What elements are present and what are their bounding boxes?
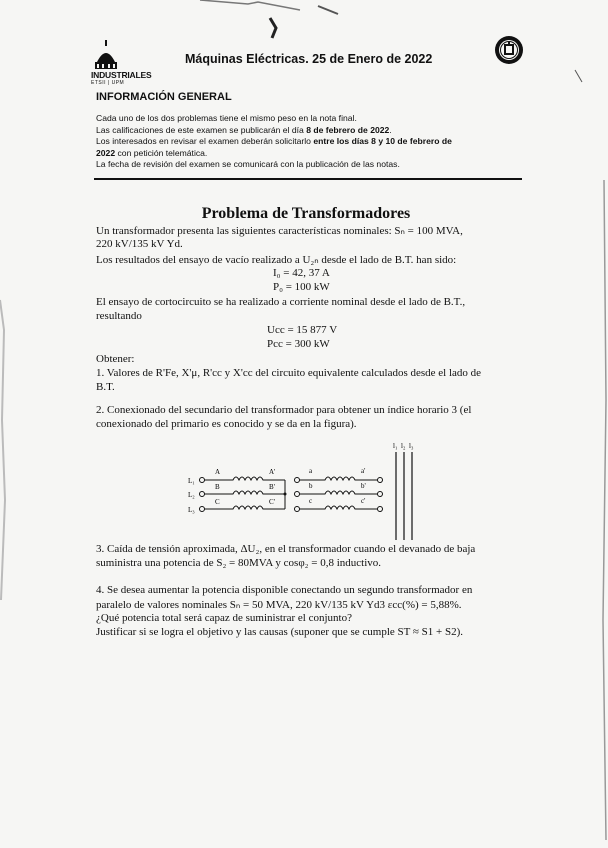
obtain-label: Obtener: xyxy=(96,353,135,365)
question-3-line-2: suministra una potencia de S₂ = 80MVA y cosφ₂ = 0,8 inductivo. xyxy=(96,557,382,569)
winding-A-label: A xyxy=(215,468,221,476)
dome-icon xyxy=(95,40,117,70)
question-2-line-2: conexionado del primario es conocido y se da en la figura). xyxy=(96,418,357,430)
info-line-5: La fecha de revisión del examen se comunicará con la publicación de las notas. xyxy=(96,159,400,170)
no-load-current: I₀ = 42, 37 A xyxy=(273,267,330,279)
question-3-line-1: 3. Caída de tensión aproximada, ΔU₂, en el transformador cuando el devanado de baja xyxy=(96,543,476,555)
info-line-1: Cada uno de los dos problemas tiene el mismo peso en la nota final. xyxy=(96,113,357,123)
info-block xyxy=(96,113,526,171)
winding-B-prime-label: B' xyxy=(269,483,275,491)
winding-a-label: a xyxy=(309,467,313,475)
problem-line-3: Los resultados del ensayo de vacío realizado a U₂ₙ desde el lado de B.T. han sido: xyxy=(96,254,457,266)
question-4-line-4: Justificar si se logra el objetivo y las causas (suponer que se cumple ST ≈ S1 + S2). xyxy=(96,626,464,638)
question-4-line-3: ¿Qué potencia total será capaz de suministrar el conjunto? xyxy=(96,612,352,624)
school-name: INDUSTRIALES xyxy=(91,70,152,80)
question-4-line-2: paralelo de valores nominales Sₙ = 50 MVA, 220 kV/135 kV Yd3 εcc(%) = 5,88%. xyxy=(96,599,462,611)
no-load-power: P₀ = 100 kW xyxy=(273,281,330,293)
winding-C-label: C xyxy=(215,498,220,506)
question-1-line-1: 1. Valores de R'Fe, X'μ, R'cc y X'cc del circuito equivalente calculados desde el lado de xyxy=(96,367,482,379)
line-l3-label: l₃ xyxy=(409,442,414,450)
winding-A-prime-label: A' xyxy=(269,468,276,476)
winding-C-prime-label: C' xyxy=(269,498,275,506)
transformer-connection-diagram xyxy=(185,440,425,542)
school-logo xyxy=(91,40,161,90)
line-l2-label: l₂ xyxy=(401,442,406,450)
winding-B-label: B xyxy=(215,483,220,491)
school-subtitle: ETSII | UPM xyxy=(91,80,125,86)
question-1-line-2: B.T. xyxy=(96,381,115,393)
winding-b-label: b xyxy=(309,482,313,490)
problem-line-4: El ensayo de cortocircuito se ha realizado a corriente nominal desde el lado de B.T., xyxy=(96,296,466,308)
problem-title: Problema de Transformadores xyxy=(201,205,411,222)
terminal-L3-label: L₃ xyxy=(188,506,195,514)
terminal-L2-label: L₂ xyxy=(188,491,195,499)
university-seal-icon xyxy=(494,35,524,65)
problem-line-2: 220 kV/135 kV Yd. xyxy=(96,238,183,250)
winding-b-prime-label: b' xyxy=(361,482,366,490)
section-divider xyxy=(94,178,522,180)
problem-line-1: Un transformador presenta las siguientes características nominales: Sₙ = 100 MVA, xyxy=(96,225,463,237)
terminal-L1-label: L₁ xyxy=(188,477,195,485)
info-line-3: Los interesados en revisar el examen deberán solicitarlo entre los días 8 y 10 de febrero de xyxy=(96,136,452,147)
info-heading: INFORMACIÓN GENERAL xyxy=(96,91,232,103)
primary-terminals xyxy=(200,478,205,512)
question-2-line-1: 2. Conexionado del secundario del transformador para obtener un índice horario 3 (el xyxy=(96,404,472,416)
short-circuit-voltage: Ucc = 15 877 V xyxy=(267,324,338,336)
winding-c-prime-label: c' xyxy=(361,497,366,505)
problem-line-5: resultando xyxy=(96,310,142,322)
line-l1-label: l₁ xyxy=(393,442,398,450)
winding-c-label: c xyxy=(309,497,313,505)
exam-title: Máquinas Eléctricas. 25 de Enero de 2022 xyxy=(185,52,433,66)
info-line-2: Las calificaciones de este examen se publicarán el día 8 de febrero de 2022. xyxy=(96,124,392,135)
short-circuit-power: Pcc = 300 kW xyxy=(267,338,330,350)
info-line-4: 2022 con petición telemática. xyxy=(96,147,208,158)
question-4-line-1: 4. Se desea aumentar la potencia disponible conectando un segundo transformador en xyxy=(96,584,473,596)
winding-a-prime-label: a' xyxy=(361,467,366,475)
